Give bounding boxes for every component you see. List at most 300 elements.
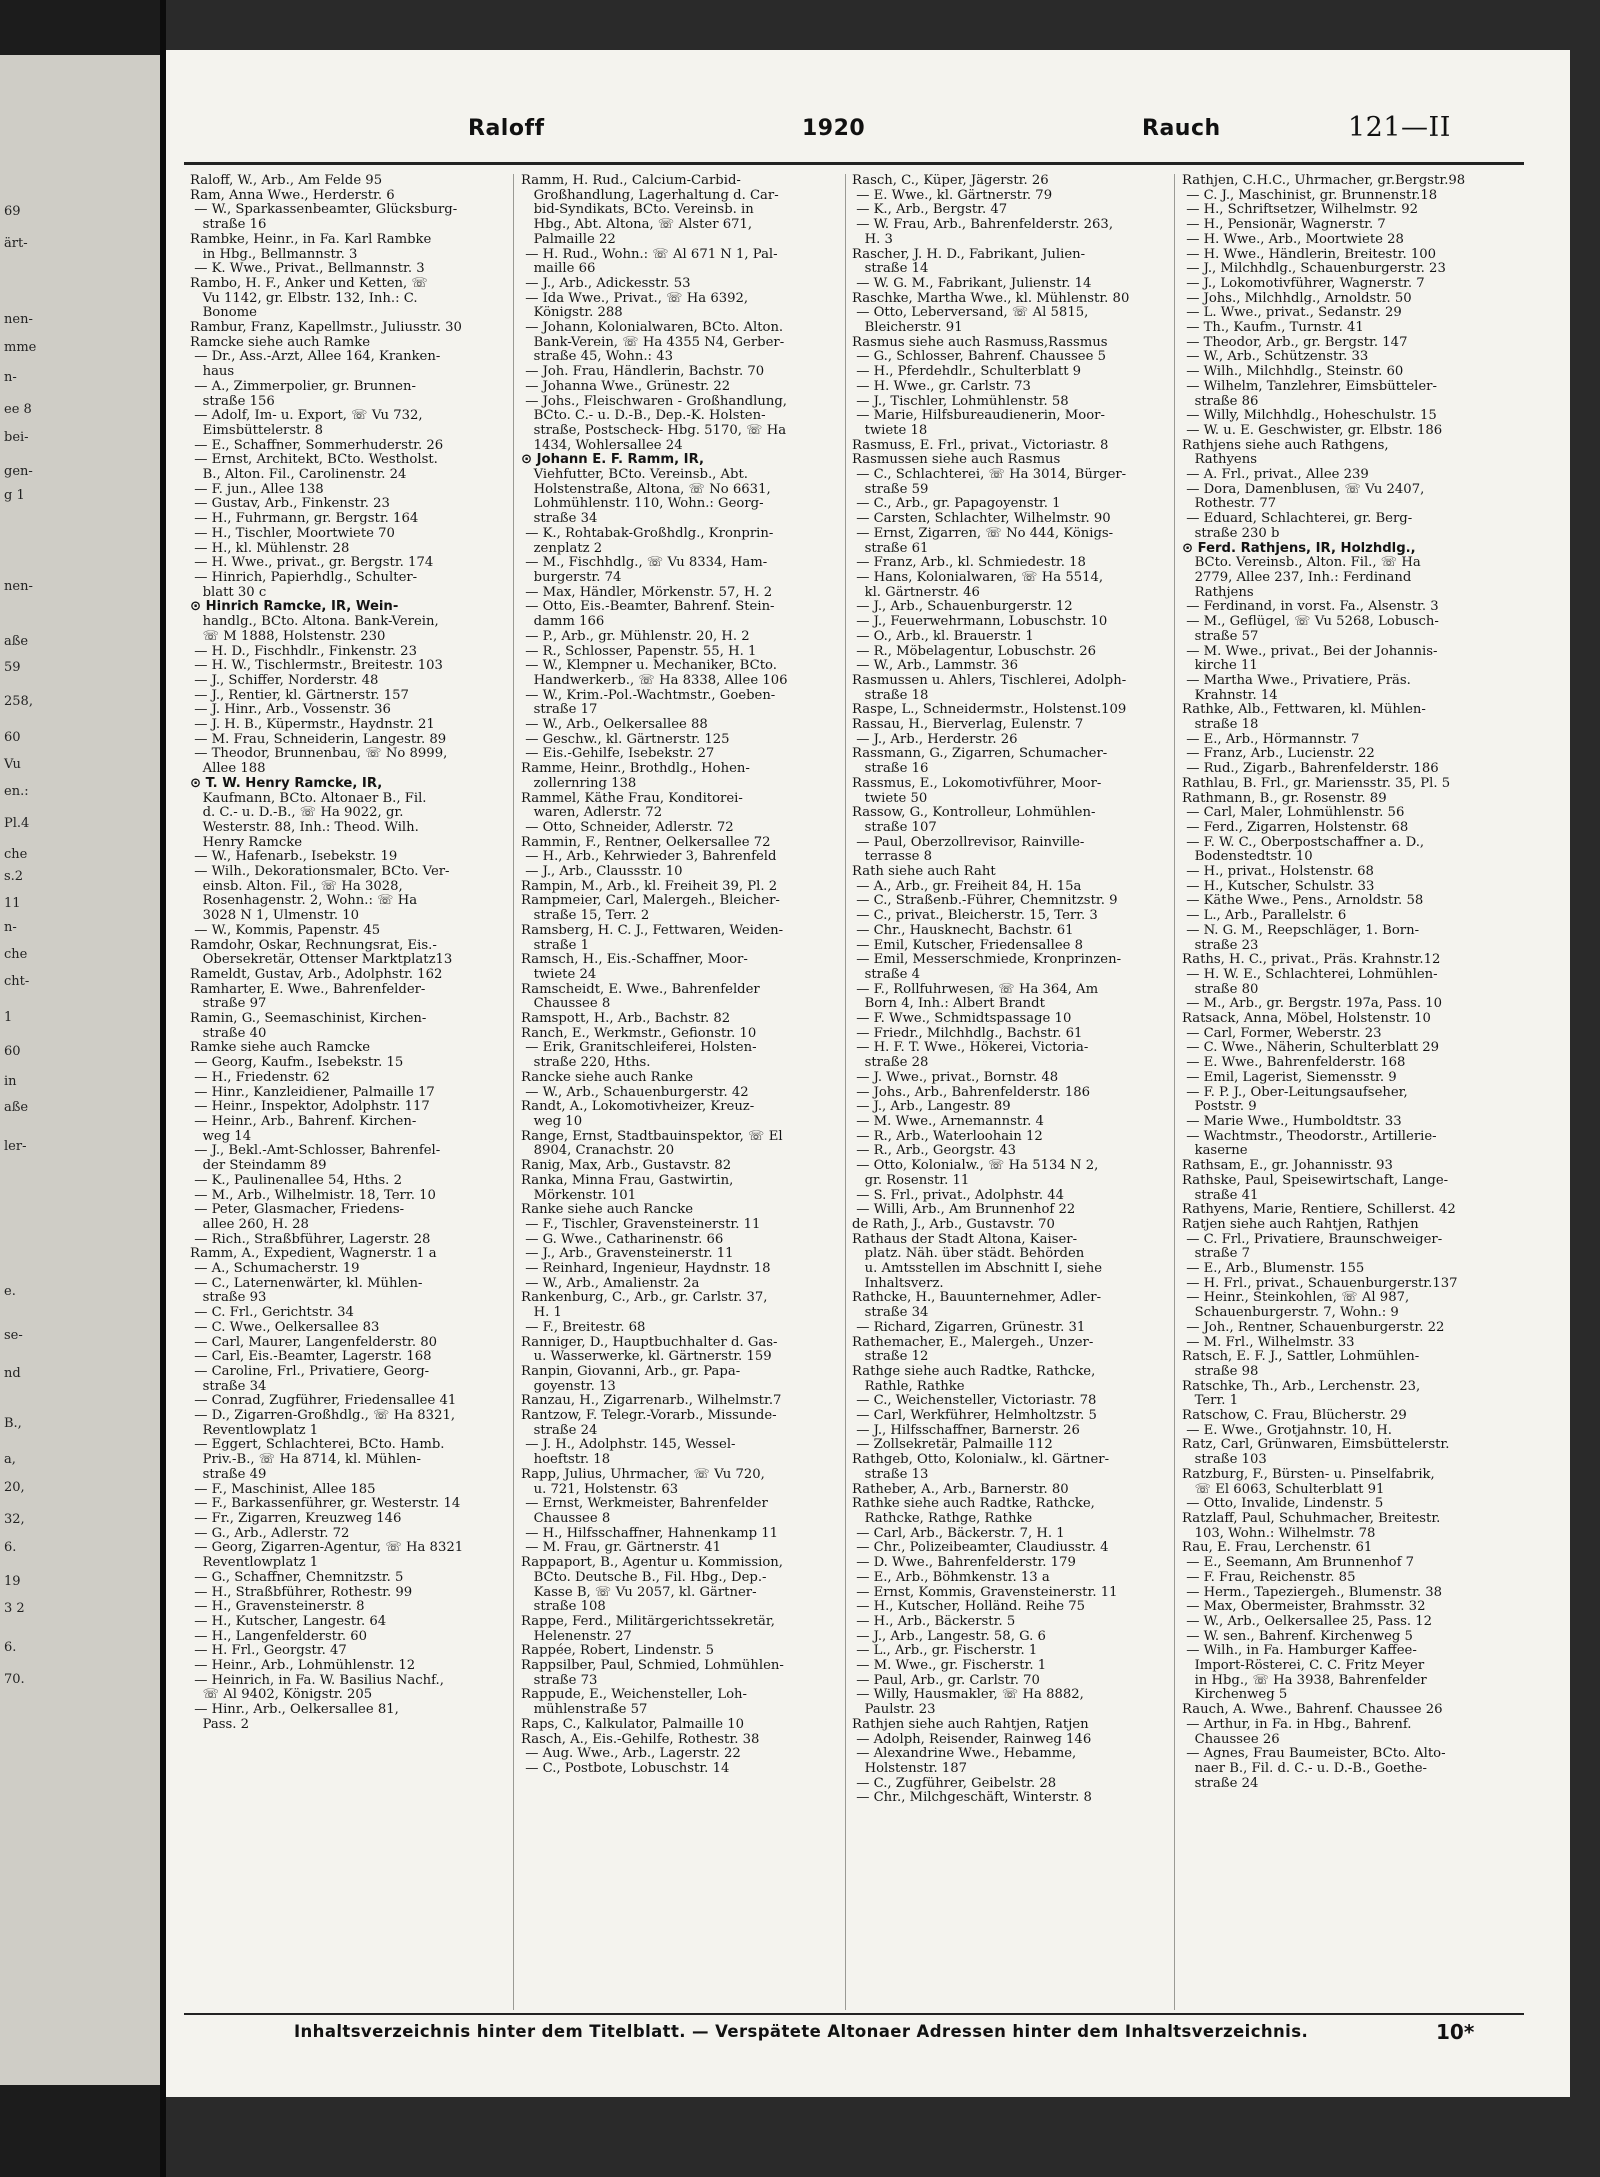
directory-entry-line: — Ferd., Zigarren, Holstenstr. 68 <box>1182 819 1409 835</box>
directory-entry-line: Rammin, F., Rentner, Oelkersallee 72 <box>521 834 771 850</box>
directory-entry-line: — Caroline, Frl., Privatiere, Georg- <box>190 1363 430 1379</box>
directory-entry-line: straße 17 <box>521 702 598 718</box>
directory-entry-line: handlg., BCto. Altona. Bank-Verein, <box>190 614 439 630</box>
directory-entry-line: — L. Wwe., privat., Sedanstr. 29 <box>1182 305 1402 321</box>
directory-page <box>166 50 1570 2097</box>
directory-entry-line: — H., privat., Holstenstr. 68 <box>1182 864 1374 880</box>
directory-entry-line: — Dora, Damenblusen, ☏ Vu 2407, <box>1182 481 1425 497</box>
directory-entry-line: straße 34 <box>190 1378 267 1394</box>
previous-page-text-fragment: che <box>4 847 28 862</box>
directory-entry-line: Ratzburg, F., Bürsten- u. Pinselfabrik, <box>1182 1466 1435 1482</box>
directory-entry-line: — M. Wwe., privat., Bei der Johannis- <box>1182 643 1438 659</box>
directory-entry-line: weg 10 <box>521 1114 583 1129</box>
directory-entry-line: Kaufmann, BCto. Altonaer B., Fil. <box>190 790 427 806</box>
directory-entry-line: — Th., Kaufm., Turnstr. 41 <box>1182 320 1364 336</box>
directory-entry-line: straße 108 <box>521 1599 606 1615</box>
previous-page-text-fragment: ler- <box>4 1139 27 1154</box>
directory-entry-line: Rascher, J. H. D., Fabrikant, Julien- <box>852 246 1086 262</box>
directory-entry-line: — C., Zugführer, Geibelstr. 28 <box>852 1775 1057 1791</box>
directory-entry-line: Ratzlaff, Paul, Schuhmacher, Breitestr. <box>1182 1510 1441 1526</box>
directory-entry-line: — Heinr., Steinkohlen, ☏ Al 987, <box>1182 1290 1410 1306</box>
directory-entry-line: Rambke, Heinr., in Fa. Karl Rambke <box>190 231 432 247</box>
directory-entry-line: — W., Arb., Amalienstr. 2a <box>521 1275 700 1291</box>
directory-entry-line: Ramharter, E. Wwe., Bahrenfelder- <box>190 981 426 997</box>
directory-entry-line: — Ferdinand, in vorst. Fa., Alsenstr. 3 <box>1182 599 1439 615</box>
directory-entry-line: waren, Adlerstr. 72 <box>521 805 663 821</box>
directory-entry-line: straße 97 <box>190 996 267 1012</box>
directory-entry-line: — H., Pferdehdlr., Schulterblatt 9 <box>852 364 1082 380</box>
previous-page-text-fragment: a, <box>4 1452 16 1467</box>
directory-entry-line: — Hinrich, Papierhdlg., Schulter- <box>190 569 418 585</box>
directory-entry-line: — O., Arb., kl. Brauerstr. 1 <box>852 628 1034 644</box>
directory-entry-line: — Eis.-Gehilfe, Isebekstr. 27 <box>521 746 715 762</box>
directory-entry-line: — K., Arb., Bergstr. 47 <box>852 202 1008 218</box>
directory-entry-line: burgerstr. 74 <box>521 569 622 585</box>
directory-entry-line: Obersekretär, Ottenser Marktplatz13 <box>190 952 453 968</box>
directory-entry-line: Ramme, Heinr., Brothdlg., Hohen- <box>521 761 750 777</box>
previous-page-text-fragment: nen- <box>4 579 33 594</box>
directory-entry-line: — Franz, Arb., Lucienstr. 22 <box>1182 746 1375 762</box>
directory-entry-line: — Adolph, Reisender, Rainweg 146 <box>852 1731 1092 1747</box>
directory-entry-line: Ramspott, H., Arb., Bachstr. 82 <box>521 1011 731 1027</box>
directory-entry-line: straße 34 <box>852 1305 929 1321</box>
page-number: 121—II <box>1348 112 1451 143</box>
directory-entry-line: — F., Rollfuhrwesen, ☏ Ha 364, Am <box>852 981 1099 997</box>
directory-entry-line: Henry Ramcke <box>190 834 303 850</box>
directory-entry-line: straße 230 b <box>1182 525 1280 541</box>
directory-entry-line: — D., Zigarren-Großhdlg., ☏ Ha 8321, <box>190 1408 456 1424</box>
directory-entry-line: Kasse B, ☏ Vu 2057, kl. Gärtner- <box>521 1584 757 1600</box>
previous-page-text-fragment: s.2 <box>4 869 24 884</box>
directory-entry-line: straße 16 <box>190 217 267 233</box>
directory-entry-line: — S. Frl., privat., Adolphstr. 44 <box>852 1187 1065 1203</box>
directory-entry-line: — H. D., Fischhdlr., Finkenstr. 23 <box>190 643 417 659</box>
directory-entry-line: damm 166 <box>521 614 605 630</box>
directory-entry-line: — W., Arb., Schauenburgerstr. 42 <box>521 1084 749 1100</box>
directory-entry-line: Rathlau, B. Frl., gr. Mariensstr. 35, Pl. 5 <box>1182 775 1451 791</box>
directory-entry-line: — Theodor, Arb., gr. Bergstr. 147 <box>1182 334 1408 350</box>
directory-entry-line: — J., Arb., Adickesstr. 53 <box>521 275 691 291</box>
directory-entry-line: Westerstr. 88, Inh.: Theod. Wilh. <box>190 819 419 835</box>
directory-entry-line: — Heinrich, in Fa. W. Basilius Nachf., <box>190 1672 444 1688</box>
directory-entry-line: — F., Tischler, Gravensteinerstr. 11 <box>521 1216 761 1232</box>
directory-entry-line: Rathjen siehe auch Rahtjen, Ratjen <box>852 1716 1089 1732</box>
directory-entry-line: Vu 1142, gr. Elbstr. 132, Inh.: C. <box>190 290 418 306</box>
directory-entry-line: — Max, Händler, Mörkenstr. 57, H. 2 <box>521 584 773 600</box>
directory-entry-line: — J., Arb., Herderstr. 26 <box>852 731 1018 747</box>
directory-entry-line: Raths, H. C., privat., Präs. Krahnstr.12 <box>1182 952 1441 968</box>
directory-entry-line: Ratsch, E. F. J., Sattler, Lohmühlen- <box>1182 1349 1420 1365</box>
directory-entry-line: — Paul, Arb., gr. Carlstr. 70 <box>852 1672 1040 1688</box>
previous-page-text-fragment: gen- <box>4 464 33 479</box>
directory-entry-line: — Adolf, Im- u. Export, ☏ Vu 732, <box>190 408 423 424</box>
directory-entry-line: kaserne <box>1182 1143 1248 1159</box>
directory-entry-line: — Herm., Tapeziergeh., Blumenstr. 38 <box>1182 1584 1443 1600</box>
directory-entry-line: — W., Arb., Oelkersallee 88 <box>521 717 708 733</box>
directory-entry-line: Ramke siehe auch Ramcke <box>190 1040 371 1056</box>
directory-entry-line: ⊙ Ferd. Rathjens, IR, Holzhdlg., <box>1182 540 1416 556</box>
directory-entry-line: Rassmus, E., Lokomotivführer, Moor- <box>852 775 1102 791</box>
directory-entry-line: — H. Rud., Wohn.: ☏ Al 671 N 1, Pal- <box>521 246 778 262</box>
directory-entry-line: Rappaport, B., Agentur u. Kommission, <box>521 1555 783 1571</box>
directory-entry-line: — H., Fuhrmann, gr. Bergstr. 164 <box>190 511 419 527</box>
directory-entry-line: — H. Wwe., Arb., Moortwiete 28 <box>1182 231 1404 247</box>
directory-entry-line: — W., Arb., Lammstr. 36 <box>852 658 1018 674</box>
previous-page-text-fragment: n- <box>4 370 17 385</box>
directory-entry-line: — Alexandrine Wwe., Hebamme, <box>852 1746 1077 1762</box>
directory-entry-line: Bleicherstr. 91 <box>852 320 963 336</box>
previous-page-text-fragment: mme <box>4 340 37 355</box>
directory-entry-line: Rathjens siehe auch Rathgens, <box>1182 437 1389 453</box>
directory-entry-line: platz. Näh. über städt. Behörden <box>852 1246 1085 1262</box>
directory-entry-line: — Johs., Arb., Bahrenfelderstr. 186 <box>852 1084 1091 1100</box>
directory-entry-line: — Franz, Arb., kl. Schmiedestr. 18 <box>852 555 1086 571</box>
directory-entry-line: — L., Arb., gr. Fischerstr. 1 <box>852 1643 1038 1659</box>
directory-entry-line: Rappsilber, Paul, Schmied, Lohmühlen- <box>521 1658 784 1674</box>
directory-entry-line: straße 13 <box>852 1466 929 1482</box>
signature-mark: 10* <box>1436 2020 1475 2044</box>
directory-entry-line: Raps, C., Kalkulator, Palmaille 10 <box>521 1716 745 1732</box>
directory-entry-line: einsb. Alton. Fil., ☏ Ha 3028, <box>190 878 403 894</box>
directory-entry-line: — Geschw., kl. Gärtnerstr. 125 <box>521 731 730 747</box>
directory-entry-line: — F. jun., Allee 138 <box>190 481 324 497</box>
directory-entry-line: Eimsbüttelerstr. 8 <box>190 422 324 438</box>
directory-entry-line: Import-Rösterei, C. C. Fritz Meyer <box>1182 1658 1425 1674</box>
directory-entry-line: Rathjen, C.H.C., Uhrmacher, gr.Bergstr.98 <box>1182 174 1466 188</box>
directory-entry-line: Ramsberg, H. C. J., Fettwaren, Weiden- <box>521 922 784 938</box>
directory-entry-line: Born 4, Inh.: Albert Brandt <box>852 996 1045 1012</box>
header-rule <box>184 162 1524 165</box>
directory-entry-line: Raloff, W., Arb., Am Felde 95 <box>190 174 383 188</box>
directory-entry-line: — Wilh., Dekorationsmaler, BCto. Ver- <box>190 864 450 880</box>
directory-entry-line: — W., Arb., Schützenstr. 33 <box>1182 349 1369 365</box>
previous-page-text-fragment: 69 <box>4 204 21 219</box>
directory-entry-line: — Hinr., Kanzleidiener, Palmaille 17 <box>190 1084 435 1100</box>
directory-entry-line: zenplatz 2 <box>521 540 603 556</box>
directory-entry-line: — A. Frl., privat., Allee 239 <box>1182 467 1369 483</box>
previous-page-text-fragment: Vu <box>4 757 21 772</box>
directory-entry-line: twiete 18 <box>852 422 928 438</box>
directory-entry-line: Reventlowplatz 1 <box>190 1555 319 1571</box>
directory-entry-line: — J., Arb., Langestr. 58, G. 6 <box>852 1628 1046 1644</box>
directory-entry-line: Großhandlung, Lagerhaltung d. Car- <box>521 187 779 203</box>
directory-entry-line: Rathmann, B., gr. Rosenstr. 89 <box>1182 790 1387 806</box>
previous-page-text-fragment: 6. <box>4 1540 17 1555</box>
directory-entry-line: Holstenstr. 187 <box>852 1760 968 1776</box>
directory-entry-line: — C., Arb., gr. Papagoyenstr. 1 <box>852 496 1061 512</box>
previous-page-text-fragment: bei- <box>4 430 29 445</box>
directory-entry-line: ☏ Al 9402, Königstr. 205 <box>190 1687 373 1703</box>
directory-entry-line: — Emil, Messerschmiede, Kronprinzen- <box>852 952 1122 968</box>
directory-entry-line: — K., Rohtabak-Großhdlg., Kronprin- <box>521 525 774 541</box>
directory-entry-line: Rathgeb, Otto, Kolonialw., kl. Gärtner- <box>852 1452 1110 1468</box>
directory-entry-line: Ramin, G., Seemaschinist, Kirchen- <box>190 1011 427 1027</box>
directory-entry-line: — Käthe Wwe., Pens., Arnoldstr. 58 <box>1182 893 1424 909</box>
directory-entry-line: — F. W. C., Oberpostschaffner a. D., <box>1182 834 1425 850</box>
directory-entry-line: — M. Frau, gr. Gärtnerstr. 41 <box>521 1540 722 1556</box>
directory-entry-line: — M., Fischhdlg., ☏ Vu 8334, Ham- <box>521 555 768 571</box>
directory-entry-line: — E., Seemann, Am Brunnenhof 7 <box>1182 1555 1415 1571</box>
directory-entry-line: Rankenburg, C., Arb., gr. Carlstr. 37, <box>521 1290 768 1306</box>
directory-entry-line: — E. Wwe., Grotjahnstr. 10, H. <box>1182 1422 1392 1438</box>
column-1 <box>190 174 508 2012</box>
directory-entry-line: mühlenstraße 57 <box>521 1702 648 1718</box>
directory-entry-line: — Ernst, Werkmeister, Bahrenfelder <box>521 1496 768 1512</box>
directory-entry-line: — J., Bekl.-Amt-Schlosser, Bahrenfel- <box>190 1143 441 1159</box>
directory-entry-line: — Otto, Invalide, Lindenstr. 5 <box>1182 1496 1384 1512</box>
directory-entry-line: Rampmeier, Carl, Malergeh., Bleicher- <box>521 893 780 909</box>
directory-entry-line: naer B., Fil. d. C.- u. D.-B., Goethe- <box>1182 1760 1427 1776</box>
directory-entry-line: Rassmann, G., Zigarren, Schumacher- <box>852 746 1108 762</box>
directory-entry-line: straße 1 <box>521 937 590 953</box>
directory-entry-line: kirche 11 <box>1182 658 1258 674</box>
directory-entry-line: straße 40 <box>190 1025 267 1041</box>
header-year: 1920 <box>802 116 866 141</box>
directory-entry-line: — J. Hinr., Arb., Vossenstr. 36 <box>190 702 391 718</box>
directory-entry-line: — J., Rentier, kl. Gärtnerstr. 157 <box>190 687 409 703</box>
directory-entry-line: — F., Breitestr. 68 <box>521 1319 646 1335</box>
directory-entry-line: — C., Schlachterei, ☏ Ha 3014, Bürger- <box>852 467 1127 483</box>
directory-entry-line: Rothestr. 77 <box>1182 496 1277 512</box>
directory-entry-line: — C. Frl., Privatiere, Braunschweiger- <box>1182 1231 1443 1247</box>
directory-entry-line: — E., Schaffner, Sommerhuderstr. 26 <box>190 437 444 453</box>
previous-page-text-fragment: 59 <box>4 660 21 675</box>
previous-page-text-fragment: ärt- <box>4 236 28 251</box>
directory-entry-line: — Wilhelm, Tanzlehrer, Eimsbütteler- <box>1182 378 1437 394</box>
directory-entry-line: — F. P. J., Ober-Leitungsaufseher, <box>1182 1084 1408 1100</box>
directory-entry-line: d. C.- u. D.-B., ☏ Ha 9022, gr. <box>190 805 404 821</box>
directory-entry-line: — H., Friedenstr. 62 <box>190 1069 330 1085</box>
directory-entry-line: — A., Schumacherstr. 19 <box>190 1261 360 1277</box>
directory-entry-line: straße 14 <box>852 261 929 277</box>
directory-entry-line: — Heinr., Inspektor, Adolphstr. 117 <box>190 1099 430 1115</box>
directory-entry-line: — Wilh., Milchhdlg., Steinstr. 60 <box>1182 364 1404 380</box>
directory-entry-line: — Dr., Ass.-Arzt, Allee 164, Kranken- <box>190 349 441 365</box>
directory-entry-line: — G., Schlosser, Bahrenf. Chaussee 5 <box>852 349 1106 365</box>
directory-entry-line: — H. F. T. Wwe., Hökerei, Victoria- <box>852 1040 1089 1056</box>
directory-entry-line: — J., Arb., Langestr. 89 <box>852 1099 1011 1115</box>
directory-entry-line: Bodenstedtstr. 10 <box>1182 849 1313 865</box>
directory-entry-line: Helenenstr. 27 <box>521 1628 632 1644</box>
directory-entry-line: — Ernst, Architekt, BCto. Westholst. <box>190 452 438 468</box>
directory-entry-line: Ratheber, A., Arb., Barnerstr. 80 <box>852 1481 1069 1497</box>
directory-entry-line: — C. Wwe., Oelkersallee 83 <box>190 1319 380 1335</box>
directory-entry-line: — Zollsekretär, Palmaille 112 <box>852 1437 1053 1453</box>
directory-entry-line: — K., Paulinenallee 54, Hths. 2 <box>190 1172 402 1188</box>
directory-entry-line: — J., Tischler, Lohmühlenstr. 58 <box>852 393 1069 409</box>
previous-page-text-fragment: n- <box>4 920 17 935</box>
directory-entry-line: — M. Frl., Wilhelmstr. 33 <box>1182 1334 1355 1350</box>
directory-entry-line: B., Alton. Fil., Carolinenstr. 24 <box>190 467 407 483</box>
directory-entry-line: Rathke siehe auch Radtke, Rathcke, <box>852 1496 1095 1512</box>
directory-entry-line: — F., Barkassenführer, gr. Westerstr. 14 <box>190 1496 461 1512</box>
directory-entry-line: Hbg., Abt. Altona, ☏ Alster 671, <box>521 217 753 233</box>
directory-entry-line: Terr. 1 <box>1182 1393 1239 1409</box>
directory-entry-line: straße 156 <box>190 393 275 409</box>
directory-entry-line: — P., Arb., gr. Mühlenstr. 20, H. 2 <box>521 628 750 644</box>
directory-entry-line: — H., Arb., Kehrwieder 3, Bahrenfeld <box>521 849 777 865</box>
directory-entry-line: — N. G. M., Reepschläger, 1. Born- <box>1182 922 1420 938</box>
directory-entry-line: — Emil, Kutscher, Friedensallee 8 <box>852 937 1084 953</box>
directory-entry-line: — Carl, Werkführer, Helmholtzstr. 5 <box>852 1408 1097 1424</box>
directory-entry-line: Rasmuss, E. Frl., privat., Victoriastr. 8 <box>852 437 1109 453</box>
directory-entry-line: haus <box>190 364 235 380</box>
directory-entry-line: — E. Wwe., kl. Gärtnerstr. 79 <box>852 187 1053 203</box>
directory-entry-line: — Fr., Zigarren, Kreuzweg 146 <box>190 1510 402 1526</box>
directory-entry-line: — H., Pensionär, Wagnerstr. 7 <box>1182 217 1386 233</box>
directory-entry-line: Rathcke, H., Bauunternehmer, Adler- <box>852 1290 1102 1306</box>
directory-entry-line: — H. Wwe., Händlerin, Breitestr. 100 <box>1182 246 1436 262</box>
directory-entry-line: Rathaus der Stadt Altona, Kaiser- <box>852 1231 1078 1247</box>
directory-entry-line: — G., Schaffner, Chemnitzstr. 5 <box>190 1569 404 1585</box>
directory-entry-line: — H., Langenfelderstr. 60 <box>190 1628 368 1644</box>
directory-entry-line: — Chr., Hausknecht, Bachstr. 61 <box>852 922 1074 938</box>
previous-page-text-fragment: B., <box>4 1416 22 1431</box>
directory-entry-line: H. 1 <box>521 1305 562 1321</box>
directory-entry-line: — H., Gravensteinerstr. 8 <box>190 1599 365 1615</box>
directory-entry-line: straße 41 <box>1182 1187 1259 1203</box>
column-4 <box>1182 174 1500 2012</box>
directory-entry-line: — Emil, Lagerist, Siemensstr. 9 <box>1182 1069 1397 1085</box>
directory-entry-line: — J. H., Adolphstr. 145, Wessel- <box>521 1437 736 1453</box>
directory-entry-line: — H. Frl., Georgstr. 47 <box>190 1643 347 1659</box>
column-divider <box>1174 174 1175 2010</box>
directory-entry-line: — Ernst, Zigarren, ☏ No 444, Königs- <box>852 525 1114 541</box>
directory-entry-line: — H., Kutscher, Langestr. 64 <box>190 1613 387 1629</box>
directory-entry-line: straße 93 <box>190 1290 267 1306</box>
directory-entry-line: — Max, Obermeister, Brahmsstr. 32 <box>1182 1599 1426 1615</box>
directory-entry-line: straße 220, Hths. <box>521 1055 651 1071</box>
directory-entry-line: Palmaille 22 <box>521 231 616 247</box>
directory-entry-line: — H. Frl., privat., Schauenburgerstr.137 <box>1182 1275 1458 1291</box>
directory-entry-line: — Peter, Glasmacher, Friedens- <box>190 1202 405 1218</box>
previous-page-edge <box>0 55 160 2085</box>
previous-page-text-fragment: en.: <box>4 784 29 799</box>
directory-entry-line: — Agnes, Frau Baumeister, BCto. Alto- <box>1182 1746 1446 1762</box>
directory-entry-line: — A., Zimmerpolier, gr. Brunnen- <box>190 378 416 394</box>
directory-entry-line: weg 14 <box>190 1128 252 1144</box>
directory-entry-line: Rambo, H. F., Anker und Ketten, ☏ <box>190 275 428 291</box>
directory-entry-line: straße 61 <box>852 540 929 556</box>
directory-entry-line: Ranka, Minna Frau, Gastwirtin, <box>521 1172 734 1188</box>
directory-entry-line: — J. Wwe., privat., Bornstr. 48 <box>852 1069 1059 1085</box>
directory-entry-line: Ranpin, Giovanni, Arb., gr. Papa- <box>521 1363 741 1379</box>
directory-entry-line: — Heinr., Arb., Lohmühlenstr. 12 <box>190 1658 416 1674</box>
directory-entry-line: — M. Wwe., gr. Fischerstr. 1 <box>852 1658 1047 1674</box>
directory-entry-line: — Arthur, in Fa. in Hbg., Bahrenf. <box>1182 1716 1412 1732</box>
directory-entry-line: Rathsam, E., gr. Johannisstr. 93 <box>1182 1158 1393 1174</box>
directory-entry-line: straße 107 <box>852 819 937 835</box>
directory-entry-line: — H., Hilfsschaffner, Hahnenkamp 11 <box>521 1525 779 1541</box>
previous-page-text-fragment: 1 <box>4 1010 13 1025</box>
previous-page-text-fragment: aße <box>4 1100 29 1115</box>
directory-entry-line: — Willi, Arb., Am Brunnenhof 22 <box>852 1202 1076 1218</box>
directory-entry-line: Chaussee 8 <box>521 1510 611 1526</box>
directory-entry-line: — Carsten, Schlachter, Wilhelmstr. 90 <box>852 511 1111 527</box>
directory-entry-line: — Marie, Hilfsbureaudienerin, Moor- <box>852 408 1105 424</box>
directory-entry-line: — J., Schiffer, Norderstr. 48 <box>190 672 379 688</box>
directory-entry-line: Ramcke siehe auch Ramke <box>190 334 371 350</box>
directory-entry-line: Ramdohr, Oskar, Rechnungsrat, Eis.- <box>190 937 437 953</box>
directory-entry-line: Rambur, Franz, Kapellmstr., Juliusstr. 30 <box>190 320 462 336</box>
previous-page-text-fragment: g 1 <box>4 488 25 503</box>
directory-entry-line: Ratz, Carl, Grünwaren, Eimsbüttelerstr. <box>1182 1437 1450 1453</box>
directory-entry-line: — Johs., Milchhdlg., Arnoldstr. 50 <box>1182 290 1412 306</box>
previous-page-text-fragment: 20, <box>4 1480 25 1495</box>
directory-entry-line: — Heinr., Arb., Bahrenf. Kirchen- <box>190 1114 417 1129</box>
directory-entry-line: straße 28 <box>852 1055 929 1071</box>
directory-entry-line: Rathyens <box>1182 452 1257 468</box>
directory-entry-line: straße 7 <box>1182 1246 1251 1262</box>
directory-entry-line: 8904, Cranachstr. 20 <box>521 1143 675 1159</box>
directory-entry-line: — R., Arb., Waterloohain 12 <box>852 1128 1043 1144</box>
previous-page-text-fragment: e. <box>4 1284 16 1299</box>
directory-entry-line: Inhaltsverz. <box>852 1275 944 1291</box>
directory-entry-line: straße 59 <box>852 481 929 497</box>
directory-entry-line: 1434, Wohlersallee 24 <box>521 437 683 453</box>
column-2 <box>521 174 839 2012</box>
directory-entry-line: — H., Schriftsetzer, Wilhelmstr. 92 <box>1182 202 1418 218</box>
directory-entry-line: straße 45, Wohn.: 43 <box>521 349 673 365</box>
directory-entry-line: Randt, A., Lokomotivheizer, Kreuz- <box>521 1099 755 1115</box>
directory-entry-line: Rasmussen siehe auch Rasmus <box>852 452 1061 468</box>
directory-entry-line: in Hbg., Bellmannstr. 3 <box>190 246 358 262</box>
directory-entry-line: Range, Ernst, Stadtbauinspektor, ☏ El <box>521 1128 783 1144</box>
page-header <box>166 112 1570 156</box>
directory-entry-line: Rappe, Ferd., Militärgerichtssekretär, <box>521 1613 775 1629</box>
directory-entry-line: — H., Tischler, Moortwiete 70 <box>190 525 395 541</box>
directory-entry-line: Raspe, L., Schneidermstr., Holstenst.109 <box>852 702 1127 718</box>
directory-entry-line: — W. sen., Bahrenf. Kirchenweg 5 <box>1182 1628 1413 1644</box>
directory-entry-line: Ranig, Max, Arb., Gustavstr. 82 <box>521 1158 732 1174</box>
directory-entry-line: — C., Straßenb.-Führer, Chemnitzstr. 9 <box>852 893 1118 909</box>
directory-entry-line: Paulstr. 23 <box>852 1702 936 1718</box>
directory-entry-line: — W., Krim.-Pol.-Wachtmstr., Goeben- <box>521 687 776 703</box>
directory-entry-line: — L., Arb., Parallelstr. 6 <box>1182 908 1347 924</box>
directory-entry-line: Ranch, E., Werkmstr., Gefionstr. 10 <box>521 1025 757 1041</box>
directory-entry-line: blatt 30 c <box>190 584 267 600</box>
directory-entry-line: terrasse 8 <box>852 849 933 865</box>
directory-entry-line: — Carl, Maurer, Langenfelderstr. 80 <box>190 1334 438 1350</box>
directory-entry-line: straße 16 <box>852 761 929 777</box>
directory-entry-line: straße 12 <box>852 1349 929 1365</box>
directory-entry-line: Ram, Anna Wwe., Herderstr. 6 <box>190 187 395 203</box>
directory-entry-line: — W., Hafenarb., Isebekstr. 19 <box>190 849 398 865</box>
directory-entry-line: Rathske, Paul, Speisewirtschaft, Lange- <box>1182 1172 1449 1188</box>
directory-entry-line: Ranzau, H., Zigarrenarb., Wilhelmstr.7 <box>521 1393 782 1409</box>
directory-entry-line: Rathyens, Marie, Rentiere, Schillerst. 42 <box>1182 1202 1456 1218</box>
previous-page-text-fragment: cht- <box>4 974 30 989</box>
directory-entry-line: — J., Feuerwehrmann, Lobuschstr. 10 <box>852 614 1108 630</box>
directory-entry-line: Ranke siehe auch Rancke <box>521 1202 694 1218</box>
directory-entry-line: — C. Wwe., Näherin, Schulterblatt 29 <box>1182 1040 1440 1056</box>
directory-entry-line: Bank-Verein, ☏ Ha 4355 N4, Gerber- <box>521 334 785 350</box>
previous-page-text-fragment: in <box>4 1074 17 1089</box>
directory-entry-line: — G. Wwe., Catharinenstr. 66 <box>521 1231 724 1247</box>
directory-entry-line: — C., Weichensteller, Victoriastr. 78 <box>852 1393 1097 1409</box>
previous-page-text-fragment: aße <box>4 634 29 649</box>
directory-entry-line: Rassau, H., Bierverlag, Eulenstr. 7 <box>852 717 1084 733</box>
directory-entry-line: Chaussee 26 <box>1182 1731 1280 1747</box>
directory-entry-line: — H., Kutscher, Holländ. Reihe 75 <box>852 1599 1085 1615</box>
directory-entry-line: Rathge siehe auch Radtke, Rathcke, <box>852 1363 1096 1379</box>
previous-page-text-fragment: 70. <box>4 1672 25 1687</box>
directory-entry-line: hoeftstr. 18 <box>521 1452 611 1468</box>
directory-entry-line: straße 57 <box>1182 628 1259 644</box>
directory-entry-line: ⊙ Hinrich Ramcke, IR, Wein- <box>190 599 399 615</box>
header-last-name: Rauch <box>1142 116 1221 141</box>
directory-entry-line: Krahnstr. 14 <box>1182 687 1278 703</box>
